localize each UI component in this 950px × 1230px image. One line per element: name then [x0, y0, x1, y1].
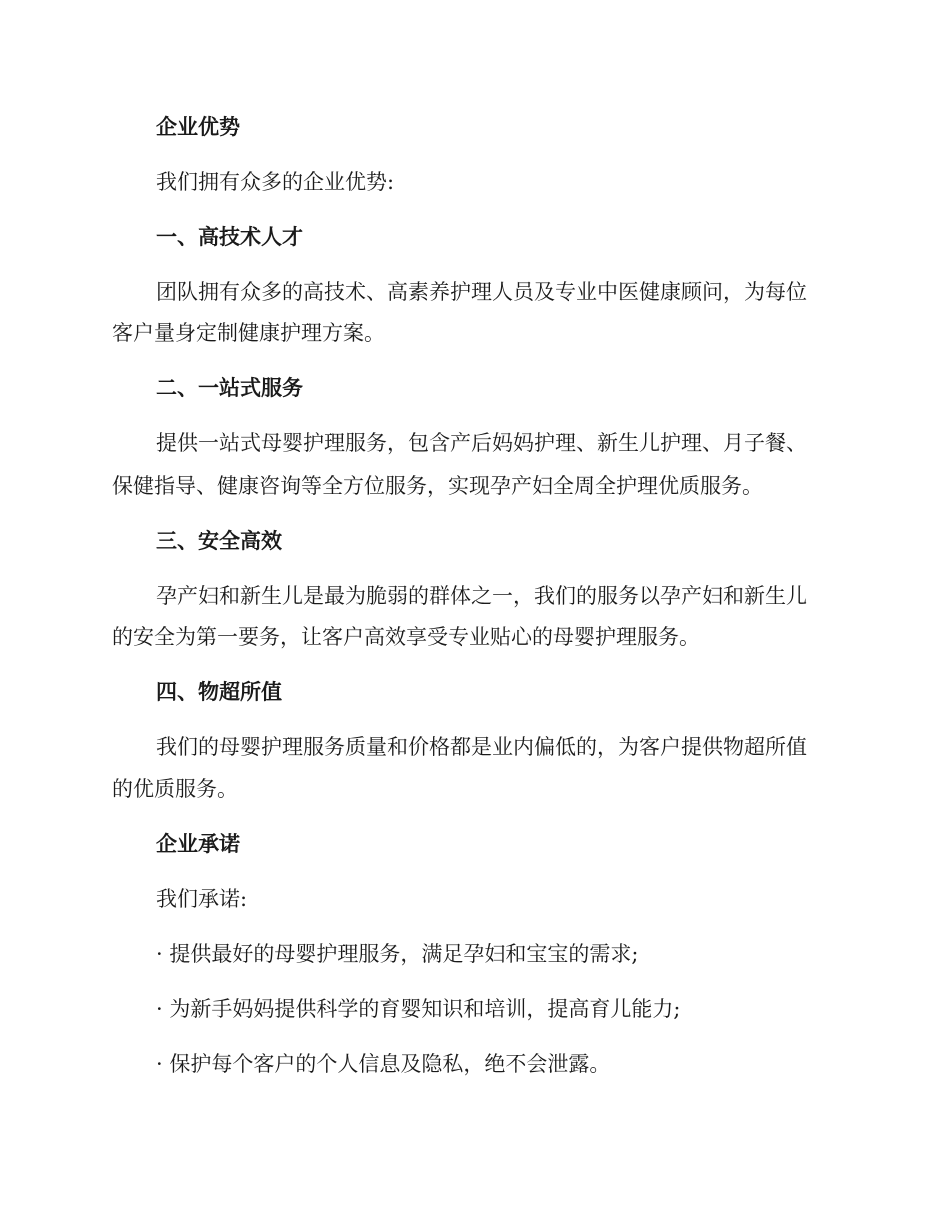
section-1-line-1: 团队拥有众多的高技术、高素养护理人员及专业中医健康顾问，为每位 [156, 280, 807, 304]
commitment-item-1: · 提供最好的母婴护理服务，满足孕妇和宝宝的需求; [156, 942, 639, 966]
section-4-line-1: 我们的母婴护理服务质量和价格都是业内偏低的，为客户提供物超所值 [156, 735, 807, 759]
section-2-line-2: 保健指导、健康咨询等全方位服务，实现孕产妇全周全护理优质服务。 [112, 474, 763, 498]
section-2-line-1: 提供一站式母婴护理服务，包含产后妈妈护理、新生儿护理、月子餐、 [156, 431, 807, 455]
commitment-item-3: · 保护每个客户的个人信息及隐私，绝不会泄露。 [156, 1052, 611, 1076]
advantages-title: 企业优势 [156, 115, 240, 139]
commitment-intro: 我们承诺: [156, 887, 248, 911]
section-heading-4: 四、物超所值 [156, 680, 282, 704]
section-4-line-2: 的优质服务。 [112, 777, 238, 801]
section-1-line-2: 客户量身定制健康护理方案。 [112, 321, 385, 345]
section-heading-1: 一、高技术人才 [156, 225, 303, 249]
commitment-item-2: · 为新手妈妈提供科学的育婴知识和培训，提高育儿能力; [156, 997, 681, 1021]
section-heading-2: 二、一站式服务 [156, 376, 303, 400]
advantages-intro: 我们拥有众多的企业优势: [156, 170, 395, 194]
section-3-line-1: 孕产妇和新生儿是最为脆弱的群体之一，我们的服务以孕产妇和新生儿 [156, 584, 807, 608]
commitment-title: 企业承诺 [156, 832, 240, 856]
section-3-line-2: 的安全为第一要务，让客户高效享受专业贴心的母婴护理服务。 [112, 625, 700, 649]
section-heading-3: 三、安全高效 [156, 529, 282, 553]
